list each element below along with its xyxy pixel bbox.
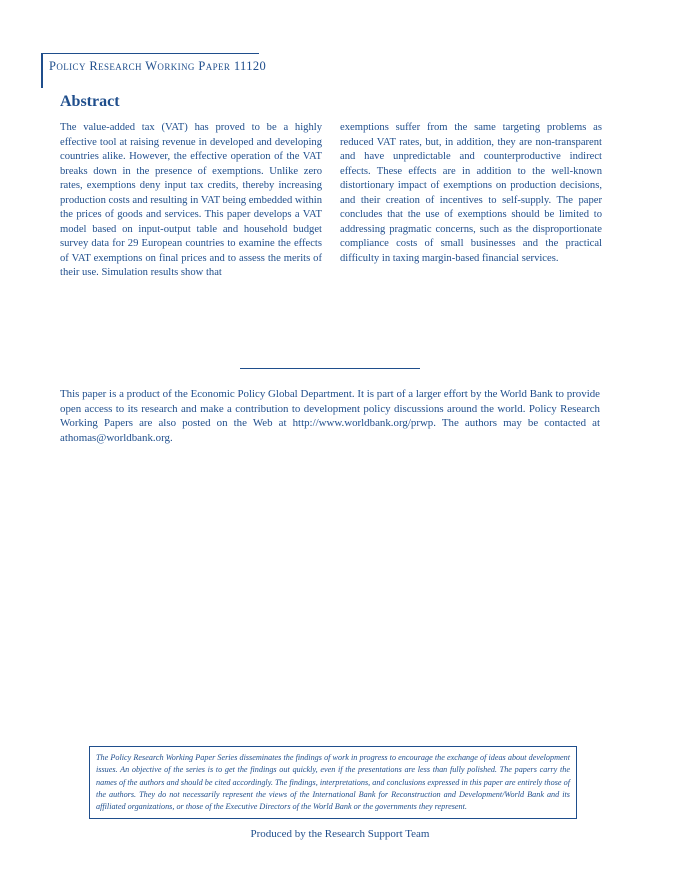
section-divider [240,368,420,369]
abstract-column-right: exemptions suffer from the same targeting problems as reduced VAT rates, but, in addition, they are non-transparent and have unpredictable and counterproductive indirect effects. These effects are in addition to the well-known distortionary impact of exemptions on production decisions, and their creation of incentives to self-supply. The paper concludes that the use of exemptions should be limited to addressing pragmatic concerns, such as the disproportionate compliance costs of small businesses and the practical difficulty in taxing margin-based financial services. [340,122,602,264]
product-note: This paper is a product of the Economic Policy Global Department. It is part of a larger effort by the World Bank to provide open access to its research and make a contribution to development policy discussions around the world. Policy Research Working Papers are also posted on the Web at http://www.worldbank.org/prwp. The authors may be contacted at athomas@worldbank.org. [60,388,600,444]
abstract-heading: Abstract [60,93,120,110]
abstract-column-left: The value-added tax (VAT) has proved to be a highly effective tool at raising revenue in developed and developing countries alike. However, the effective operation of the VAT breaks down in the presence of exemptions. Unlike zero rates, exemptions deny input tax credits, thereby increasing production costs and resulting in VAT being embedded within the prices of goods and services. This paper develops a VAT model based on input-output table and household budget survey data for 29 European countries to examine the effects of VAT exemptions on final prices and to assess the merits of their use. Simulation results show that [60,122,322,278]
series-title: Policy Research Working Paper 11120 [49,59,267,73]
series-header [41,53,267,88]
produced-by: Produced by the Research Support Team [250,828,430,840]
disclaimer-box [89,746,577,819]
disclaimer-text: The Policy Research Working Paper Series disseminates the findings of work in progress to encourage the exchange of ideas about development issues. An objective of the series is to get the findings out quickly, even if the presentations are less than fully polished. The papers carry the names of the authors and should be cited accordingly. The findings, interpretations, and conclusions expressed in this paper are entirely those of the authors. They do not necessarily represent the views of the International Bank for Reconstruction and Development/World Bank and its affiliated organizations, or those of the Executive Directors of the World Bank or the governments they represent. [96,753,570,812]
